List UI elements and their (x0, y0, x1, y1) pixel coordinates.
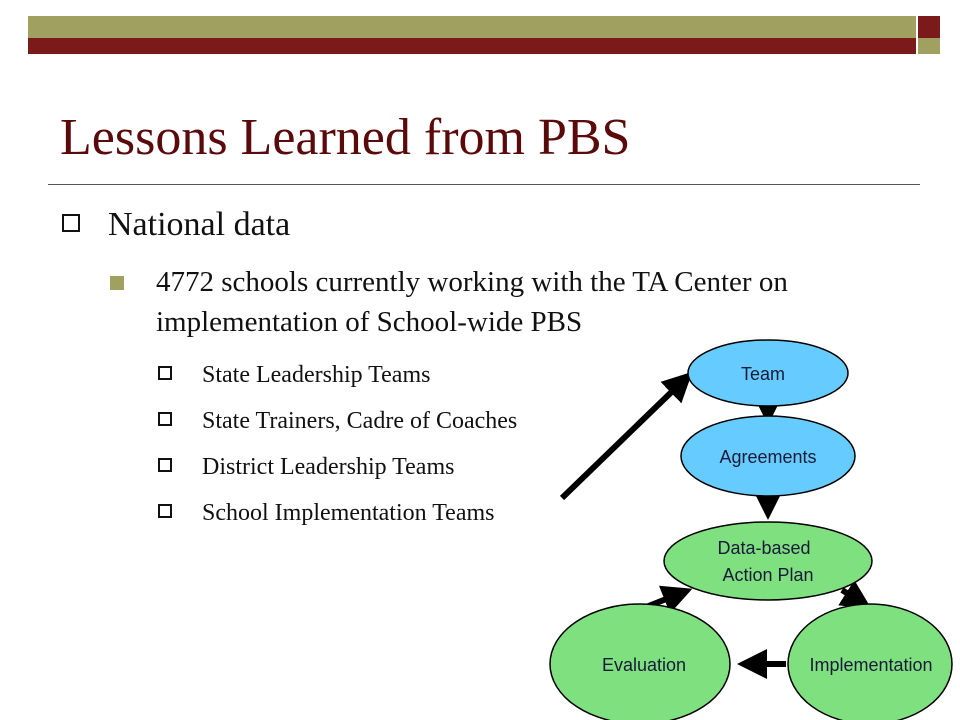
bullet1-text: National data (108, 206, 291, 243)
evaluation-label: Evaluation (601, 655, 687, 675)
arrow-plan-to-implementation (842, 590, 864, 604)
agreements-label: Agreements (719, 447, 817, 467)
implementation-label: Implementation (809, 655, 933, 675)
sub-bullet-text: State Trainers, Cadre of Coaches (202, 408, 518, 434)
team-label: Team (740, 364, 786, 384)
sub-bullet-text: School Implementation Teams (202, 500, 495, 526)
arrow-to-team (562, 378, 686, 498)
action-plan-node (664, 522, 872, 600)
sub-bullet-text: District Leadership Teams (202, 454, 455, 480)
sub-bullet-text: State Leadership Teams (202, 362, 431, 388)
action-plan-label-line1: Data-based (717, 538, 811, 558)
bullet2-text: 4772 schools currently working with the TA Center on implementation of School-wide PBS (156, 266, 788, 338)
slide-title: Lessons Learned from PBS (60, 109, 631, 166)
action-plan-label-line2: Action Plan (722, 565, 814, 585)
